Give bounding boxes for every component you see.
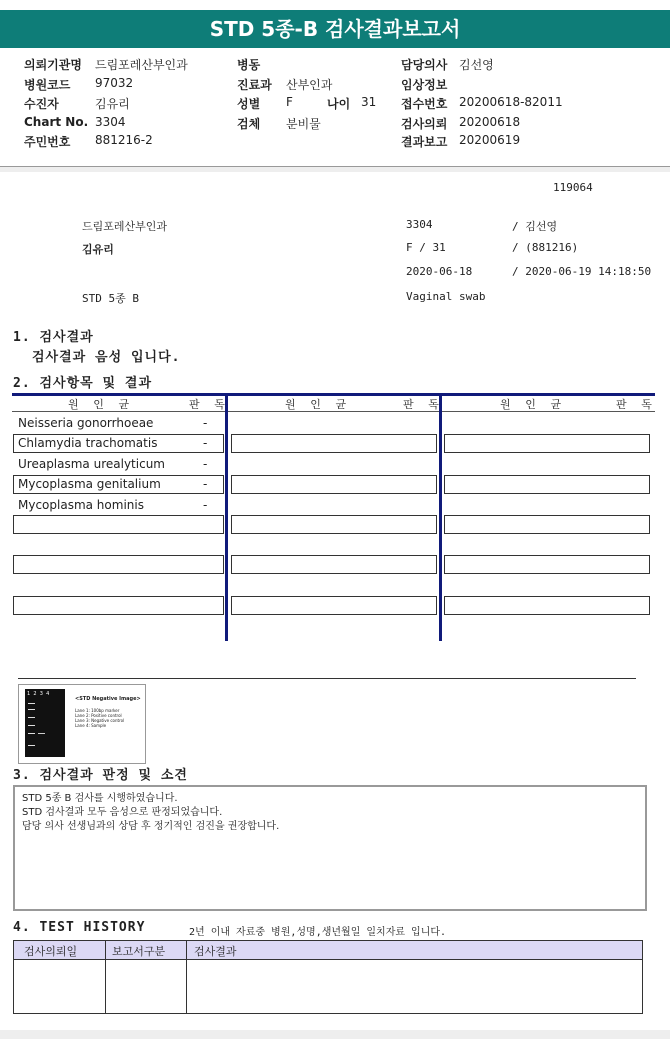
value-age: 31 <box>361 95 377 109</box>
report-number: 119064 <box>553 181 593 194</box>
label-report-date: 결과보고 <box>401 135 448 149</box>
header-info <box>0 56 670 156</box>
history-col-divider <box>186 941 187 1013</box>
table-row <box>444 515 650 534</box>
gel-caption: <STD Negative Image> <box>75 696 141 702</box>
summary-patient: 김유리 <box>82 243 114 256</box>
gel-band <box>28 745 35 746</box>
table-row <box>231 596 437 615</box>
column-divider-2 <box>439 396 442 641</box>
gel-legend-item: Lane 1: 100bp marker <box>75 708 120 713</box>
column-divider-1 <box>225 396 228 641</box>
col-judgement-1: 판 독 <box>189 398 229 411</box>
value-department: 산부인과 <box>286 78 333 92</box>
report-title: STD 5종-B 검사결과보고서 <box>0 10 670 48</box>
summary-doctor: / 김선영 <box>512 220 558 233</box>
section-1-result: 검사결과 음성 입니다. <box>32 350 181 365</box>
opinion-line: STD 5종 B 검사를 시행하였습니다. <box>22 793 178 804</box>
history-col-report-type: 보고서구분 <box>112 945 166 958</box>
label-receipt-no: 접수번호 <box>401 97 448 111</box>
label-institution: 의뢰기관명 <box>24 58 82 72</box>
history-table <box>13 940 643 1014</box>
summary-date-reported: / 2020-06-19 14:18:50 <box>512 265 652 278</box>
pathogen-name: Ureaplasma urealyticum <box>18 457 165 471</box>
table-row <box>13 596 224 615</box>
history-col-request-date: 검사의뢰일 <box>24 945 78 958</box>
history-header-row <box>14 941 642 960</box>
gel-band <box>28 717 35 718</box>
label-patient: 수진자 <box>24 97 59 111</box>
section-4-title: 4. TEST HISTORY <box>13 920 146 935</box>
value-doctor: 김선영 <box>459 58 494 72</box>
table-row <box>231 515 437 534</box>
table-row <box>444 596 650 615</box>
label-clinical-info: 임상정보 <box>401 78 448 92</box>
label-ward: 병동 <box>237 58 261 72</box>
col-pathogen-2: 원 인 균 <box>285 398 351 411</box>
gel-legend-item: Lane 2: Positive control <box>75 713 122 718</box>
footer-strip <box>0 1030 670 1039</box>
pathogen-result: - <box>203 498 208 512</box>
section-2-title: 2. 검사항목 및 결과 <box>13 376 153 391</box>
col-judgement-2: 판 독 <box>403 398 443 411</box>
label-request-date: 검사의뢰 <box>401 117 448 131</box>
gel-band <box>28 703 35 704</box>
value-receipt-no: 20200618-82011 <box>459 95 563 109</box>
table-row <box>444 434 650 453</box>
opinion-line: STD 검사결과 모두 음성으로 판정되었습니다. <box>22 807 223 818</box>
col-judgement-3: 판 독 <box>616 398 656 411</box>
summary-chart: 3304 <box>406 218 433 231</box>
summary-specimen: Vaginal swab <box>406 290 486 303</box>
summary-sex-age: F / 31 <box>406 241 446 254</box>
value-request-date: 20200618 <box>459 115 521 129</box>
summary-test: STD 5종 B <box>82 292 139 305</box>
gel-legend <box>75 708 124 728</box>
value-report-date: 20200619 <box>459 133 521 147</box>
table-row <box>231 434 437 453</box>
label-department: 진료과 <box>237 78 272 92</box>
summary-date-received: 2020-06-18 <box>406 265 473 278</box>
gel-band <box>28 725 35 726</box>
summary-hospital: 드림포레산부인과 <box>82 220 168 233</box>
gel-lane-numbers: 1 2 3 4 <box>27 691 50 697</box>
value-id-number: 881216-2 <box>95 133 153 147</box>
label-hospital-code: 병원코드 <box>24 78 71 92</box>
pathogen-name: Mycoplasma hominis <box>18 498 144 512</box>
pathogen-result: - <box>203 457 208 471</box>
pathogen-result: - <box>203 436 208 450</box>
col-pathogen-3: 원 인 균 <box>500 398 566 411</box>
table-row <box>444 555 650 574</box>
value-hospital-code: 97032 <box>95 76 134 90</box>
table-row <box>13 555 224 574</box>
section-3-title: 3. 검사결과 판정 및 소견 <box>13 768 188 783</box>
table-row <box>444 475 650 494</box>
pathogen-name: Mycoplasma genitalium <box>18 477 161 491</box>
header-shadow <box>0 167 670 172</box>
label-id-number: 주민번호 <box>24 135 71 149</box>
table-row <box>231 475 437 494</box>
label-chart-no: Chart No. <box>24 115 89 129</box>
opinion-line: 담당 의사 선생님과의 상담 후 정기적인 검진을 권장합니다. <box>22 821 280 832</box>
label-sex: 성별 <box>237 97 261 111</box>
pathogen-name: Chlamydia trachomatis <box>18 436 158 450</box>
label-age: 나이 <box>327 97 351 111</box>
value-institution: 드림포레산부인과 <box>95 58 188 72</box>
gel-image-frame <box>18 684 146 764</box>
opinion-textbox <box>13 785 647 911</box>
gel-legend-item: Lane 4: Sample <box>75 723 107 728</box>
label-doctor: 담당의사 <box>401 58 448 72</box>
history-col-result: 검사결과 <box>194 945 237 958</box>
pathogen-result: - <box>203 477 208 491</box>
history-col-divider <box>105 941 106 1013</box>
history-note: 2년 이내 자료중 병원,성명,생년월일 일치자료 입니다. <box>189 927 447 938</box>
value-patient: 김유리 <box>95 97 130 111</box>
summary-birth: / (881216) <box>512 241 579 254</box>
gel-band <box>28 733 35 734</box>
value-sex: F <box>286 95 293 109</box>
value-chart-no: 3304 <box>95 115 126 129</box>
label-specimen: 검체 <box>237 117 261 131</box>
table-row <box>13 515 224 534</box>
col-pathogen-1: 원 인 균 <box>68 398 134 411</box>
pathogen-result: - <box>203 416 208 430</box>
section-1-title: 1. 검사결과 <box>13 330 94 345</box>
gel-band <box>28 709 35 710</box>
gel-divider <box>18 678 636 679</box>
value-specimen: 분비물 <box>286 117 321 131</box>
gel-legend-item: Lane 3: Negative control <box>75 718 125 723</box>
gel-band <box>38 733 45 734</box>
pathogen-name: Neisseria gonorrhoeae <box>18 416 154 430</box>
table-row <box>231 555 437 574</box>
gel-image <box>25 689 65 757</box>
